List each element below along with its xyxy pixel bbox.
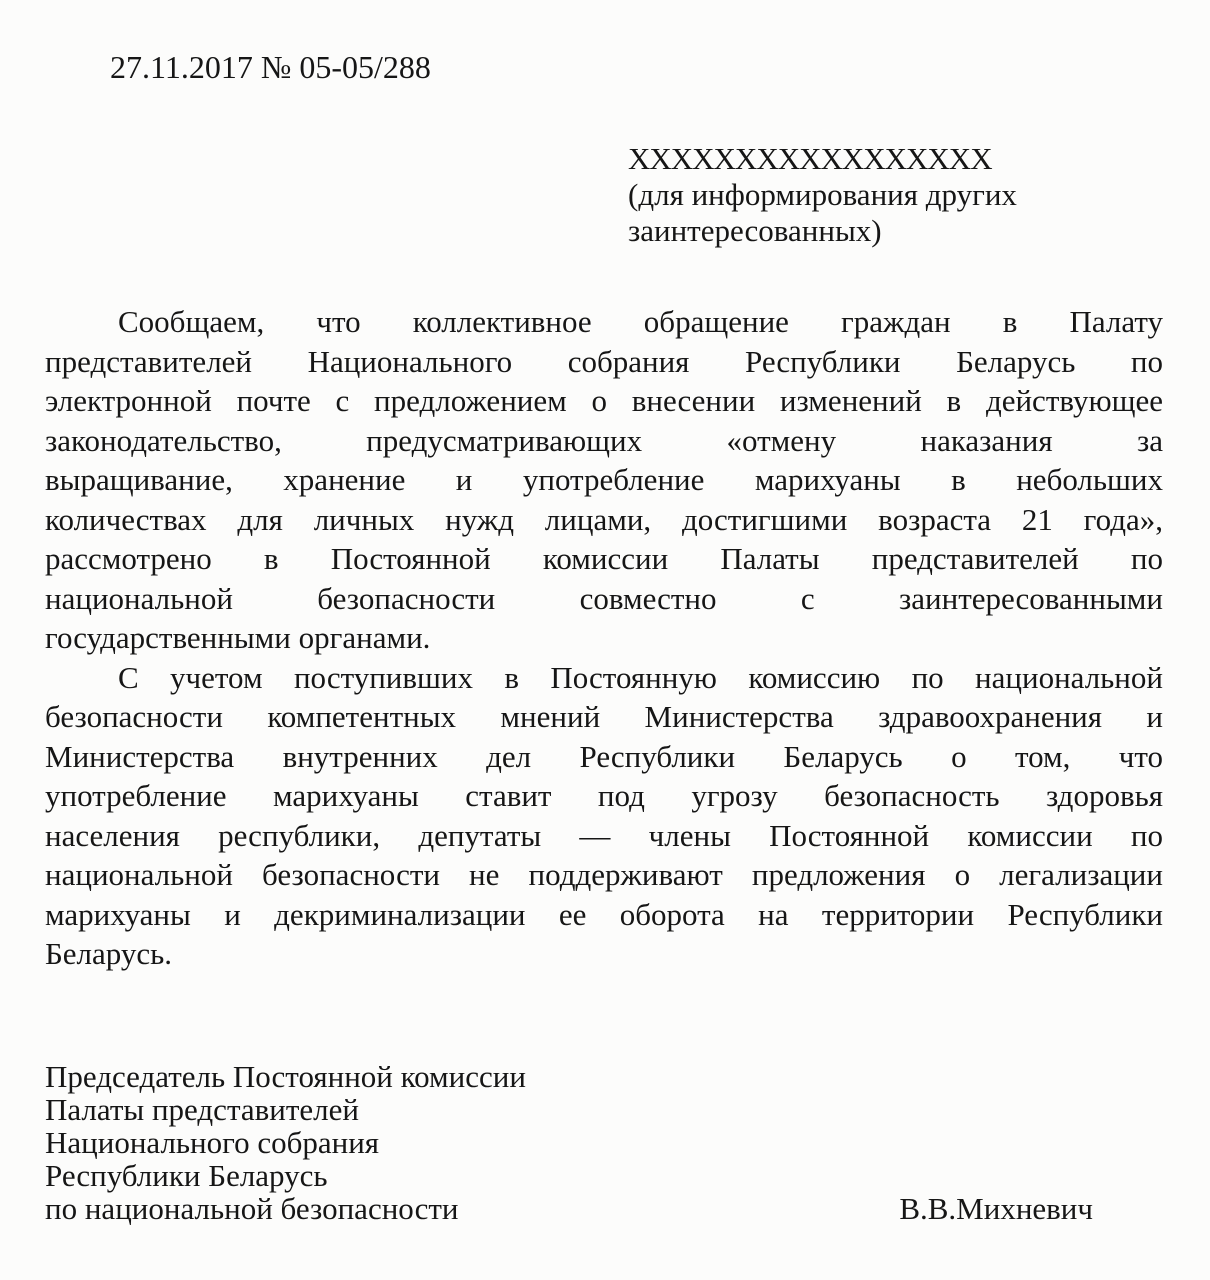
signer-title-line: Республики Беларусь <box>45 1158 328 1193</box>
letter-body <box>45 302 1163 974</box>
signer-title-line: Палаты представителей <box>45 1092 359 1127</box>
body-line: Беларусь. <box>45 936 173 971</box>
signer-title-line: Национального собрания <box>45 1125 380 1160</box>
body-line: национальной безопасности не поддерживают предложения о легализации <box>45 857 1163 892</box>
body-line: населения республики, депутаты — члены Постоянной комиссии по <box>45 817 1163 853</box>
body-line: Министерства внутренних дел Республики Беларусь о том, что <box>45 738 1163 774</box>
body-line: употребление марихуаны ставит под угрозу безопасность здоровья <box>45 778 1163 813</box>
paragraph-2 <box>45 658 1163 974</box>
body-line: электронной почте с предложением о внесении изменений в действующее <box>45 383 1163 418</box>
addressee-note-line: (для информирования других <box>628 177 1017 212</box>
addressee-note-line: заинтересованных) <box>628 213 882 248</box>
body-line: С учетом поступивших в Постоянную комиссию по национальной <box>118 659 1163 695</box>
body-line: рассмотрено в Постоянной комиссии Палаты представителей по <box>45 541 1163 576</box>
paragraph-1 <box>45 302 1163 658</box>
body-line: национальной безопасности совместно с заинтересованными <box>45 580 1163 616</box>
body-line: безопасности компетентных мнений Министерства здравоохранения и <box>45 699 1163 734</box>
body-line: законодательство, предусматривающих «отмену наказания за <box>45 422 1163 458</box>
body-line: Сообщаем, что коллективное обращение граждан в Палату <box>118 304 1163 339</box>
signature-last-row <box>45 1192 1163 1225</box>
body-line: выращивание, хранение и употребление марихуаны в небольших <box>45 462 1163 497</box>
document-date-and-number: 27.11.2017 № 05-05/288 <box>110 49 431 85</box>
body-line: представителей Национального собрания Республики Беларусь по <box>45 343 1163 379</box>
body-line: марихуаны и декриминализации ее оборота на территории Республики <box>45 896 1163 932</box>
body-line: государственными органами. <box>45 620 431 655</box>
body-line: количествах для личных нужд лицами, достигшими возраста 21 года», <box>45 501 1163 537</box>
signer-name: В.В.Михневич <box>899 1191 1093 1226</box>
signer-title-line: Председатель Постоянной комиссии <box>45 1059 526 1094</box>
signature-block <box>45 1060 1163 1225</box>
addressee-block <box>628 141 1098 249</box>
signer-title-line: по национальной безопасности <box>45 1191 459 1226</box>
addressee-redacted-text: ХХХХХХХХХХХХХХХХХ <box>628 141 992 176</box>
